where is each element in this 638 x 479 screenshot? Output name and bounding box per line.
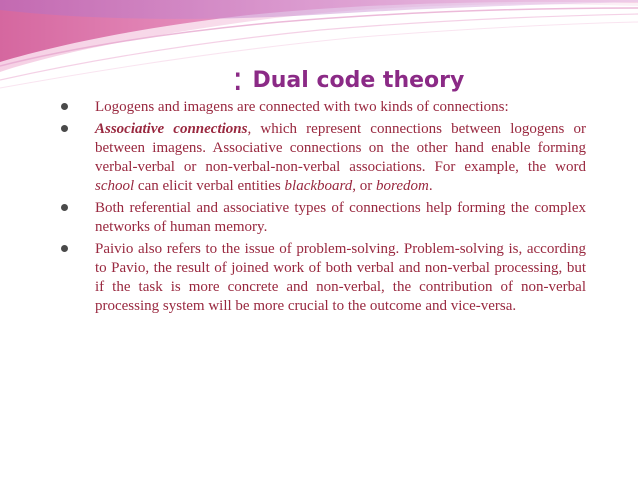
term-associative-connections: Associative connections	[95, 121, 248, 137]
bullet-list	[55, 98, 586, 319]
bullet-text: Logogens and imagens are connected with two kinds of connections:	[95, 99, 509, 115]
bullet-text: , which represent connections between logogens or between imagens. Associative connections on the other hand enable forming verbal-verbal or non-verbal-non-verbal associations. For example, the word	[95, 121, 587, 175]
bullet-icon	[61, 103, 68, 110]
slide-title	[232, 59, 465, 99]
list-item	[55, 98, 586, 117]
bullet-text: can elicit verbal entities	[134, 178, 285, 194]
bullet-icon	[61, 245, 68, 252]
example-entity: boredom	[376, 178, 429, 194]
bullet-text: Paivio also refers to the issue of problem-solving. Problem-solving is, according to Pavio, the result of joined work of both verbal and non-verbal processing, but if the task is more concrete and non-verbal, the contribution of non-verbal processing system will be more crucial to the outcome and vice-versa.	[95, 241, 586, 314]
title-text: Dual code theory	[252, 68, 465, 93]
example-word: school	[95, 178, 135, 194]
title-prefix: :	[232, 59, 244, 99]
bullet-icon	[61, 125, 68, 132]
list-item	[55, 240, 586, 316]
list-item	[55, 199, 586, 237]
bullet-text: , or	[352, 178, 377, 194]
bullet-text: .	[428, 178, 433, 194]
bullet-text: Both referential and associative types of connections help forming the complex networks of human memory.	[95, 200, 586, 235]
bullet-icon	[61, 204, 68, 211]
list-item	[55, 120, 586, 196]
example-entity: blackboard	[284, 178, 353, 194]
